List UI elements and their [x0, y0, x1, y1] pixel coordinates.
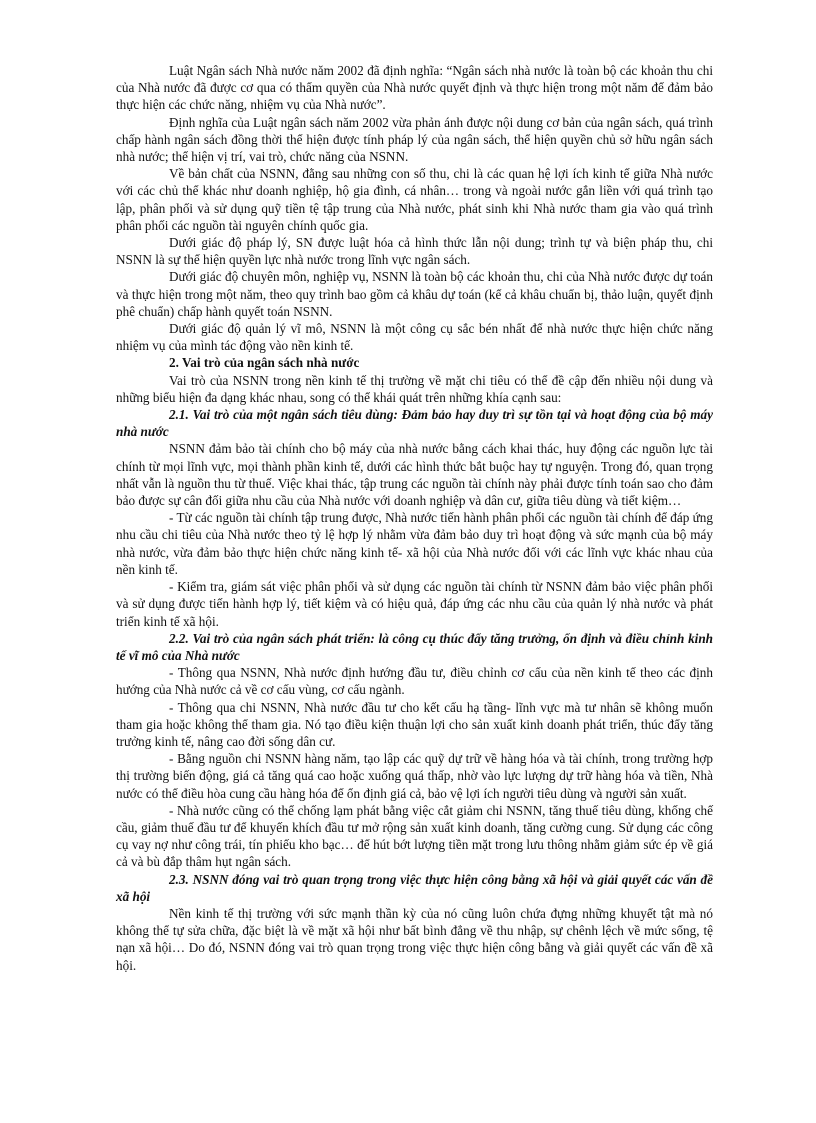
paragraph: Luật Ngân sách Nhà nước năm 2002 đã định nghĩa: “Ngân sách nhà nước là toàn bộ các khoản thu chi của Nhà nước đã được cơ qua có thẩm quyền của Nhà nước quyết định và thực hiện trong một năm để đảm bảo thực hiện các chức năng, nhiệm vụ của Nhà nước”.: [116, 63, 713, 113]
list-item: - Thông qua chi NSNN, Nhà nước đầu tư cho kết cấu hạ tầng- lĩnh vực mà tư nhân sẽ không muốn tham gia hoặc không thể tham gia. Nó tạo điều kiện thuận lợi cho sản xuất kinh doanh phát triển, thúc đẩy tăng trưởng kinh tế, nâng cao đời sống dân cư.: [116, 699, 713, 749]
paragraph: Vai trò của NSNN trong nền kinh tế thị trường về mặt chi tiêu có thể đề cập đến nhiều nội dung và những biểu hiện đa dạng khác nhau, song có thể khái quát trên những khía cạnh sau:: [116, 372, 713, 405]
document-body: [116, 62, 713, 974]
subsection-heading: 2.2. Vai trò của ngân sách phát triển: là công cụ thúc đẩy tăng trưởng, ổn định và điều chỉnh kinh tế vĩ mô của Nhà nước: [116, 630, 713, 663]
paragraph: Dưới giác độ pháp lý, SN được luật hóa cả hình thức lẫn nội dung; trình tự và biện pháp thu, chi NSNN là sự thể hiện quyền lực nhà nước trong lĩnh vực ngân sách.: [116, 235, 713, 268]
list-item: - Từ các nguồn tài chính tập trung được, Nhà nước tiến hành phân phối các nguồn tài chính để đáp ứng nhu cầu chi tiêu của Nhà nước theo tỷ lệ hợp lý nhằm vừa đảm bảo duy trì hoạt động và sức mạnh của bộ máy nhà nước, vừa đảm bảo thực hiện chức năng kinh tế- xã hội của Nhà nước đối với các lĩnh vực khác nhau của nền kinh tế.: [116, 510, 713, 577]
subsection-heading: 2.1. Vai trò của một ngân sách tiêu dùng: Đảm bảo hay duy trì sự tồn tại và hoạt động của bộ máy nhà nước: [116, 407, 713, 440]
paragraph: Nền kinh tế thị trường với sức mạnh thần kỳ của nó cũng luôn chứa đựng những khuyết tật mà nó không thể tự sửa chữa, đặc biệt là về mặt xã hội như bất bình đẳng về thu nhập, sự chênh lệch về mức sống, tệ nạn xã hội… Do đó, NSNN đóng vai trò quan trọng trong việc thực hiện công bằng và giải quyết các vấn đề xã hội.: [116, 905, 713, 973]
paragraph: Dưới giác độ quản lý vĩ mô, NSNN là một công cụ sắc bén nhất để nhà nước thực hiện chức năng nhiệm vụ của mình tác động vào nền kinh tế.: [116, 321, 713, 354]
subsection-heading: 2.3. NSNN đóng vai trò quan trọng trong việc thực hiện công bằng xã hội và giải quyết các vấn đề xã hội: [116, 871, 713, 904]
paragraph: NSNN đảm bảo tài chính cho bộ máy của nhà nước bằng cách khai thác, huy động các nguồn lực tài chính từ mọi lĩnh vực, mọi thành phần kinh tế, dưới các hình thức bắt buộc hay tự nguyện. Trong đó, quan trọng nhất vẫn là nguồn thu từ thuế. Việc khai thác, tập trung các nguồn tài chính này phải được tính toán sao cho đảm bảo được sự cân đối giữa nhu cầu của Nhà nước với doanh nghiệp và dân cư, giữa tiêu dùng và tiết kiệm…: [116, 441, 713, 509]
list-item: - Kiểm tra, giám sát việc phân phối và sử dụng các nguồn tài chính từ NSNN đảm bảo việc phân phối và sử dụng được tiến hành hợp lý, tiết kiệm và có hiệu quả, đáp ứng các nhu cầu của quản lý nhà nước và phát triển kinh tế xã hội.: [116, 579, 713, 629]
list-item: - Nhà nước cũng có thể chống lạm phát bằng việc cắt giảm chi NSNN, tăng thuế tiêu dùng, khống chế cầu, giảm thuế đầu tư để khuyến khích đầu tư mở rộng sản xuất kinh doanh, tăng cường cung. Sử dụng các công cụ vay nợ như công trái, tín phiếu kho bạc… để hút bớt lượng tiền mặt trong lưu thông nhằm giảm sức ép về giá cả và bù đắp thâm hụt ngân sách.: [116, 802, 713, 870]
paragraph: Dưới giác độ chuyên môn, nghiệp vụ, NSNN là toàn bộ các khoản thu, chi của Nhà nước được dự toán và thực hiện trong một năm, theo quy trình bao gồm cả khâu dự toán (kể cả khâu chuẩn bị, thảo luận, quyết định phê chuẩn) chấp hành quyết toán NSNN.: [116, 269, 713, 319]
paragraph: Định nghĩa của Luật ngân sách năm 2002 vừa phản ánh được nội dung cơ bản của ngân sách, quá trình chấp hành ngân sách đồng thời thể hiện được tính pháp lý của ngân sách, thể hiện quyền chủ sở hữu ngân sách nhà nước; thể hiện vị trí, vai trò, chức năng của NSNN.: [116, 114, 713, 165]
list-item: - Bằng nguồn chi NSNN hàng năm, tạo lập các quỹ dự trữ về hàng hóa và tài chính, trong trường hợp thị trường biến động, giá cả tăng quá cao hoặc xuống quá thấp, nhờ vào lực lượng dự trữ hàng hóa và tiền, Nhà nước có thể điều hòa cung cầu hàng hóa để ổn định giá cả, bảo vệ lợi ích người tiêu dùng và người sản xuất.: [116, 751, 713, 801]
list-item: - Thông qua NSNN, Nhà nước định hướng đầu tư, điều chỉnh cơ cấu của nền kinh tế theo các định hướng của Nhà nước cả về cơ cấu vùng, cơ cấu ngành.: [116, 665, 713, 698]
section-heading: 2. Vai trò của ngân sách nhà nước: [169, 355, 360, 371]
paragraph: Về bản chất của NSNN, đằng sau những con số thu, chi là các quan hệ lợi ích kinh tế giữa Nhà nước với các chủ thể khác như doanh nghiệp, hộ gia đình, cá nhân… trong và ngoài nước gắn liền với quá trình tạo lập, phân phối và sử dụng quỹ tiền tệ tập trung của Nhà nước, phát sinh khi Nhà nước tham gia vào quá trình phân phối các nguồn tài nguyên chính quốc gia.: [116, 166, 713, 233]
